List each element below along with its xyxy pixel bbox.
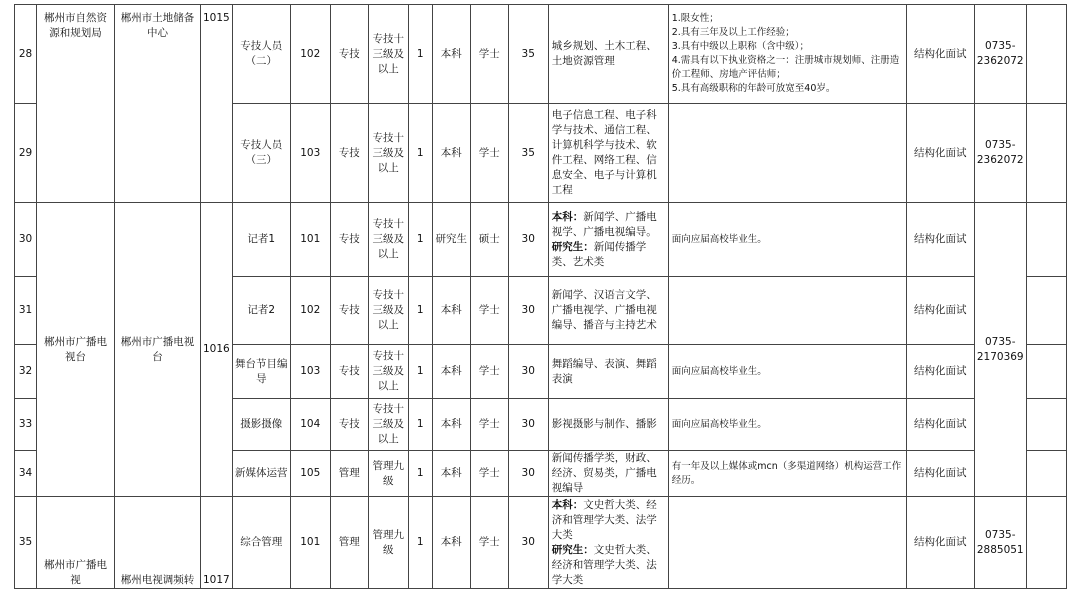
post-level-cell: 专技十三级及以上: [368, 399, 408, 451]
major-cell: 电子信息工程、电子科学与技术、通信工程、计算机科学与技术、软件工程、网络工程、信息安全、电子与计算机工程: [548, 104, 668, 203]
education-cell: 本科: [432, 277, 470, 345]
exam-method-cell: 结构化面试: [906, 399, 974, 451]
note-cell: [1026, 5, 1066, 104]
requirements-cell: 面向应届高校毕业生。: [668, 345, 906, 399]
major-cell: 舞蹈编导、表演、舞蹈表演: [548, 345, 668, 399]
unit-cell: 郴州市广播电视台: [115, 203, 201, 497]
note-cell: [1026, 451, 1066, 497]
post-type-cell: 专技: [330, 104, 368, 203]
major-cell: 新闻学、汉语言文学、广播电视学、广播电视编导、播音与主持艺术: [548, 277, 668, 345]
age-cell: 30: [508, 277, 548, 345]
phone-cell: 0735-2885051: [974, 497, 1026, 589]
table-row: [15, 5, 1067, 104]
major-cell: 新闻传播学类，财政、经济、贸易类，广播电视编导: [548, 451, 668, 497]
post-code-cell: 102: [290, 5, 330, 104]
post-code-cell: 101: [290, 497, 330, 589]
post-name-cell: 记者1: [232, 203, 290, 277]
unit-cell: 郴州市土地储备中心: [115, 5, 201, 203]
row-number: 34: [15, 451, 37, 497]
table-row: [15, 203, 1067, 277]
major-cell: 影视摄影与制作、播影: [548, 399, 668, 451]
post-type-cell: 专技: [330, 277, 368, 345]
post-type-cell: 管理: [330, 497, 368, 589]
major-label: 本科：: [551, 498, 584, 511]
post-level-cell: 管理九级: [368, 497, 408, 589]
note-cell: [1026, 399, 1066, 451]
exam-method-cell: 结构化面试: [906, 497, 974, 589]
degree-cell: 学士: [470, 399, 508, 451]
requirement-line: 2.具有三年及以上工作经验；: [671, 27, 795, 38]
education-cell: 研究生: [432, 203, 470, 277]
post-name-cell: 记者2: [232, 277, 290, 345]
phone-cell: 0735-2362072: [974, 104, 1026, 203]
education-cell: 本科: [432, 104, 470, 203]
recruitment-table: [14, 4, 1067, 589]
post-type-cell: 专技: [330, 5, 368, 104]
post-level-cell: 专技十三级及以上: [368, 104, 408, 203]
post-level-cell: 专技十三级及以上: [368, 203, 408, 277]
requirement-line: 1.限女性；: [671, 13, 719, 24]
requirements-cell: 有一年及以上媒体或mcn（多渠道网络）机构运营工作经历。: [668, 451, 906, 497]
major-cell: [548, 497, 668, 589]
major-text: 新闻学、广播电视学、广播电视编导。: [551, 210, 657, 238]
post-name-cell: 舞台节目编导: [232, 345, 290, 399]
major-text: 文史哲大类、经济和管理学大类、法学大类: [551, 498, 657, 541]
major-label: 研究生：: [551, 543, 594, 556]
education-cell: 本科: [432, 399, 470, 451]
headcount-cell: 1: [408, 451, 432, 497]
requirements-cell: [668, 497, 906, 589]
note-cell: [1026, 497, 1066, 589]
post-level-cell: 专技十三级及以上: [368, 5, 408, 104]
major-text: 文史哲大类、经济和管理学大类、法学大类: [551, 543, 657, 586]
requirement-line: 5.具有高级职称的年龄可放宽至40岁。: [671, 83, 836, 94]
headcount-cell: 1: [408, 104, 432, 203]
degree-cell: 学士: [470, 345, 508, 399]
exam-method-cell: 结构化面试: [906, 277, 974, 345]
post-type-cell: 专技: [330, 345, 368, 399]
education-cell: 本科: [432, 345, 470, 399]
exam-method-cell: 结构化面试: [906, 5, 974, 104]
exam-method-cell: 结构化面试: [906, 345, 974, 399]
post-code-cell: 102: [290, 277, 330, 345]
post-code-cell: 103: [290, 345, 330, 399]
department-cell: 郴州市自然资源和规划局: [37, 5, 115, 203]
post-code-cell: 103: [290, 104, 330, 203]
headcount-cell: 1: [408, 497, 432, 589]
department-cell: 郴州市广播电视台: [37, 203, 115, 497]
major-text: 新闻传播学类、艺术类: [551, 240, 647, 268]
unit-code-cell: 1017: [201, 497, 233, 589]
row-number: 35: [15, 497, 37, 589]
requirements-cell: 面向应届高校毕业生。: [668, 399, 906, 451]
headcount-cell: 1: [408, 277, 432, 345]
post-name-cell: 新媒体运营: [232, 451, 290, 497]
headcount-cell: 1: [408, 345, 432, 399]
row-number: 33: [15, 399, 37, 451]
post-name-cell: 综合管理: [232, 497, 290, 589]
phone-cell: 0735-2170369: [974, 203, 1026, 497]
post-code-cell: 104: [290, 399, 330, 451]
major-cell: [548, 203, 668, 277]
row-number: 31: [15, 277, 37, 345]
post-level-cell: 专技十三级及以上: [368, 277, 408, 345]
headcount-cell: 1: [408, 399, 432, 451]
post-name-cell: 专技人员（三）: [232, 104, 290, 203]
major-label: 研究生：: [551, 240, 594, 253]
requirement-line: 3.具有中级以上职称（含中级）；: [671, 41, 810, 52]
age-cell: 30: [508, 497, 548, 589]
education-cell: 本科: [432, 5, 470, 104]
note-cell: [1026, 277, 1066, 345]
major-label: 本科：: [551, 210, 584, 223]
age-cell: 30: [508, 345, 548, 399]
post-level-cell: 管理九级: [368, 451, 408, 497]
degree-cell: 学士: [470, 5, 508, 104]
requirements-cell: 面向应届高校毕业生。: [668, 203, 906, 277]
degree-cell: 硕士: [470, 203, 508, 277]
age-cell: 30: [508, 203, 548, 277]
exam-method-cell: 结构化面试: [906, 203, 974, 277]
row-number: 29: [15, 104, 37, 203]
note-cell: [1026, 104, 1066, 203]
exam-method-cell: 结构化面试: [906, 104, 974, 203]
requirements-cell: [668, 104, 906, 203]
requirements-cell: [668, 277, 906, 345]
age-cell: 30: [508, 399, 548, 451]
department-cell: 郴州市广播电视: [37, 497, 115, 589]
note-cell: [1026, 345, 1066, 399]
degree-cell: 学士: [470, 104, 508, 203]
post-code-cell: 101: [290, 203, 330, 277]
unit-code-cell: 1016: [201, 203, 233, 497]
unit-cell: 郴州电视调频转: [115, 497, 201, 589]
education-cell: 本科: [432, 497, 470, 589]
note-cell: [1026, 203, 1066, 277]
post-type-cell: 管理: [330, 451, 368, 497]
education-cell: 本科: [432, 451, 470, 497]
headcount-cell: 1: [408, 203, 432, 277]
age-cell: 35: [508, 5, 548, 104]
degree-cell: 学士: [470, 277, 508, 345]
row-number: 30: [15, 203, 37, 277]
major-cell: 城乡规划、土木工程、土地资源管理: [548, 5, 668, 104]
post-type-cell: 专技: [330, 399, 368, 451]
post-name-cell: 专技人员（二）: [232, 5, 290, 104]
requirements-cell: [668, 5, 906, 104]
degree-cell: 学士: [470, 497, 508, 589]
phone-cell: 0735-2362072: [974, 5, 1026, 104]
row-number: 32: [15, 345, 37, 399]
post-type-cell: 专技: [330, 203, 368, 277]
headcount-cell: 1: [408, 5, 432, 104]
post-level-cell: 专技十三级及以上: [368, 345, 408, 399]
table-row: [15, 497, 1067, 589]
post-name-cell: 摄影摄像: [232, 399, 290, 451]
row-number: 28: [15, 5, 37, 104]
degree-cell: 学士: [470, 451, 508, 497]
age-cell: 30: [508, 451, 548, 497]
requirement-line: 4.需具有以下执业资格之一：注册城市规划师、注册造价工程师、房地产评估师；: [671, 55, 900, 80]
exam-method-cell: 结构化面试: [906, 451, 974, 497]
unit-code-cell: 1015: [201, 5, 233, 203]
post-code-cell: 105: [290, 451, 330, 497]
age-cell: 35: [508, 104, 548, 203]
